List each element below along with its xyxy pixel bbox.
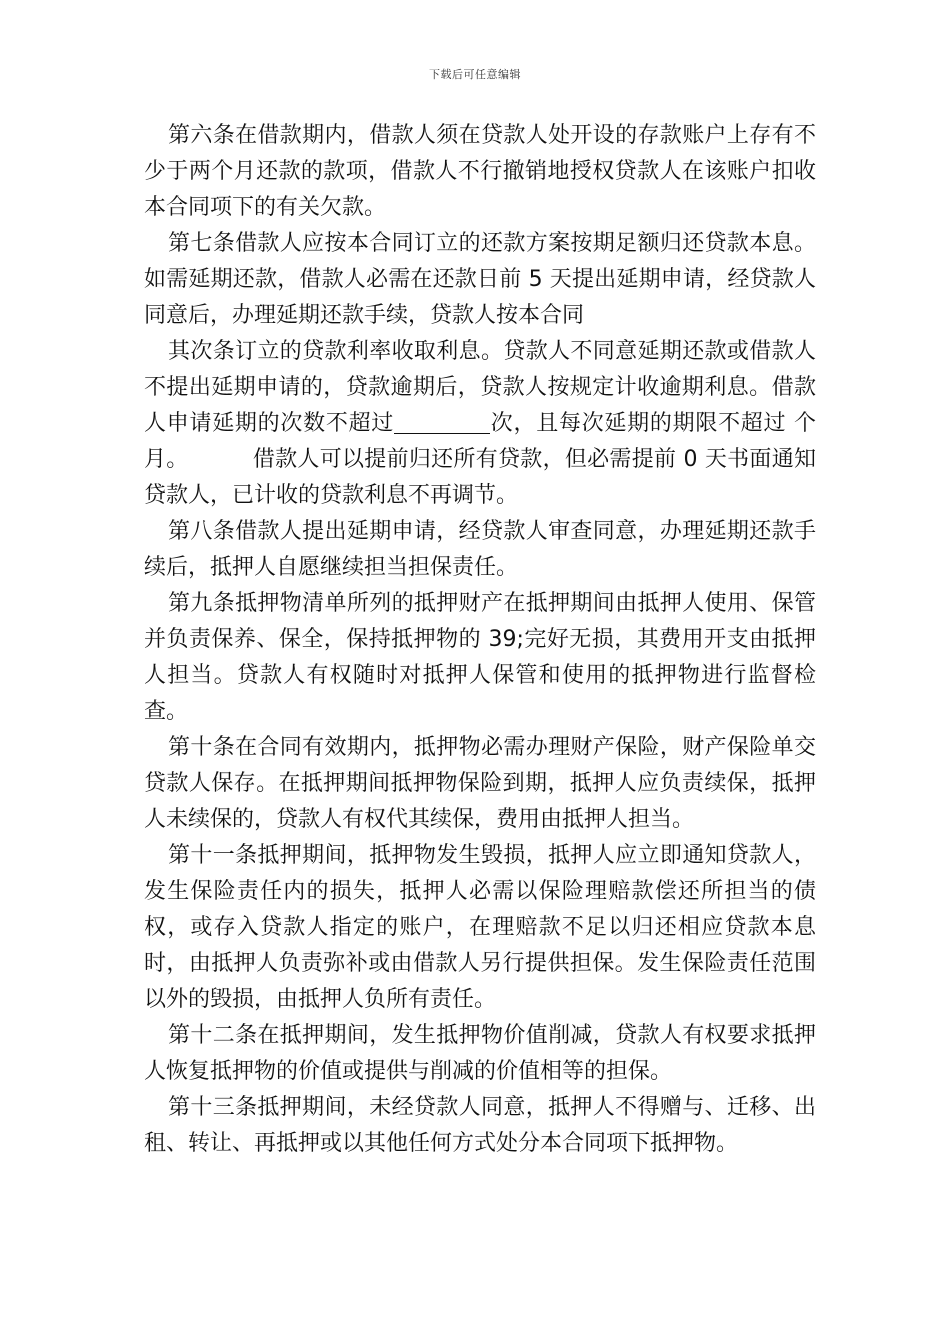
page-header: 下载后可任意编辑: [429, 68, 521, 81]
article-9-paragraph: 第九条抵押物清单所列的抵押财产在抵押期间由抵押人使用、保管并负责保养、保全，保持抵押物的 39;完好无损，其费用开支由抵押人担当。贷款人有权随时对抵押人保管和使用的抵押物进行监督检查。: [144, 591, 816, 724]
article-8-paragraph: 第八条借款人提出延期申请，经贷款人审查同意，办理延期还款手续后，抵押人自愿继续担当担保责任。: [144, 519, 816, 580]
article-11-paragraph: 第十一条抵押期间，抵押物发生毁损，抵押人应立即通知贷款人，发生保险责任内的损失，抵押人必需以保险理赔款偿还所担当的债权，或存入贷款人指定的账户，在理赔款不足以归还相应贷款本息时，由抵押人负责弥补或由借款人另行提供担保。发生保险责任范围以外的毁损，由抵押人负所有责任。: [144, 843, 816, 1012]
article-6-paragraph: 第六条在借款期内，借款人须在贷款人处开设的存款账户上存有不少于两个月还款的款项，借款人不行撤销地授权贷款人在该账户扣收本合同项下的有关欠款。: [144, 123, 816, 220]
article-12-paragraph: 第十二条在抵押期间，发生抵押物价值削减，贷款人有权要求抵押人恢复抵押物的价值或提供与削减的价值相等的担保。: [144, 1023, 816, 1084]
document-body: [144, 118, 816, 1162]
article-7-continuation-text-1: 其次条订立的贷款利率收取利息。贷款人不同意延期还款或借款人不提出延期申请的，贷款逾期后，贷款人按规定计收逾期利息。借款人申请延期的次数不超过: [144, 339, 816, 436]
article-10-paragraph: 第十条在合同有效期内，抵押物必需办理财产保险，财产保险单交贷款人保存。在抵押期间抵押物保险到期，抵押人应负责续保，抵押人未续保的，贷款人有权代其续保，费用由抵押人担当。: [144, 735, 816, 832]
article-7-paragraph: 第七条借款人应按本合同订立的还款方案按期足额归还贷款本息。如需延期还款，借款人必需在还款日前 5 天提出延期申请，经贷款人同意后，办理延期还款手续，贷款人按本合同: [144, 231, 816, 328]
article-7-continuation-text-3: 借款人可以提前归还所有贷款，但必需提前 0 天书面通知贷款人，已计收的贷款利息不再调节。: [144, 447, 816, 508]
article-7-continuation-text-2: 次，且每次延期的期限不超过 个月。: [144, 411, 816, 472]
fill-in-blank[interactable]: [394, 411, 490, 434]
article-13-paragraph: 第十三条抵押期间，未经贷款人同意，抵押人不得赠与、迁移、出租、转让、再抵押或以其他任何方式处分本合同项下抵押物。: [144, 1095, 816, 1156]
article-7-continuation-paragraph: [144, 334, 816, 514]
